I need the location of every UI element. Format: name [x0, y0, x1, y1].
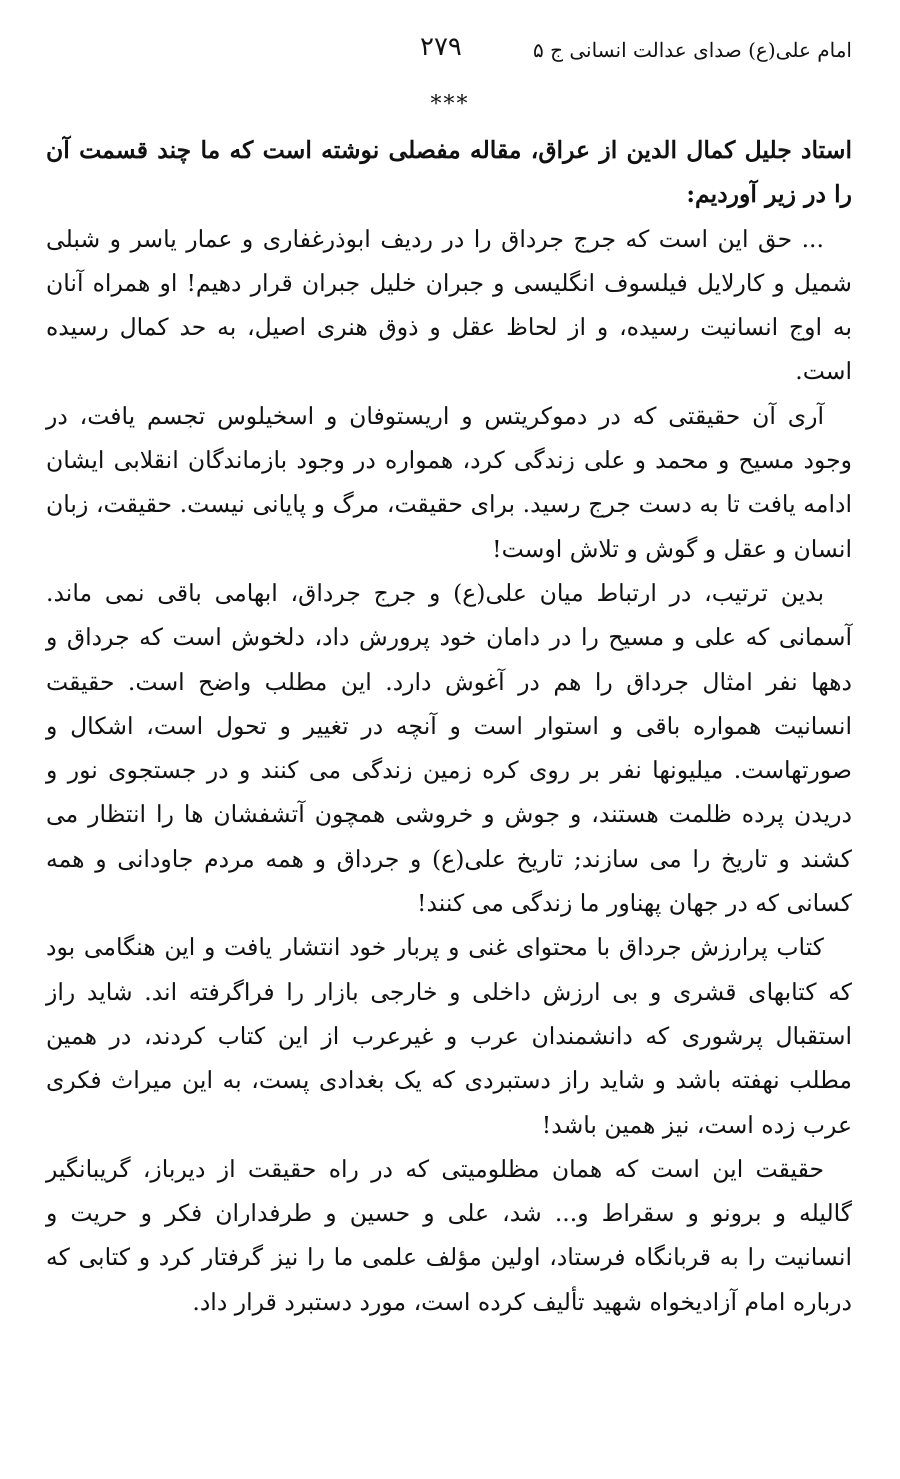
paragraph: ... حق این است که جرج جرداق را در ردیف ابوذرغفاری و عمار یاسر و شبلی شمیل و کارلایل فیلسوف انگلیسی و جبران خلیل جبران قرار دهیم! او همراه آنان به اوج انسانیت رسیده، و از لحاظ عقل و ذوق هنری اصیل، به حد کمال رسیده است. [46, 224, 852, 386]
body-text [46, 128, 852, 1324]
paragraph: بدین ترتیب، در ارتباط میان علی(ع) و جرج جرداق، ابهامی باقی نمی ماند. آسمانی که علی و مسیح را در دامان خود پرورش داد، دلخوش است که جرداق و دهها نفر امثال جرداق را هم در آغوش دارد. این مطلب واضح است. حقیقت انسانیت همواره باقی و استوار است و آنچه در تغییر و تحول است، اشکال و صورتهاست. میلیونها نفر بر روی کره زمین زندگی می کنند و در جستجوی نور و دریدن پرده ظلمت هستند، و جوش و خروشی همچون آتشفشان ها را انتظار می کشند و تاریخ را می سازند; تاریخ علی(ع) و جرداق و همه مردم جاودانی و همه کسانی که در جهان پهناور ما زندگی می کنند! [46, 578, 852, 918]
intro-paragraph: استاد جلیل کمال الدین از عراق، مقاله مفصلی نوشته است که ما چند قسمت آن را در زیر آوردیم: [46, 136, 852, 209]
paragraph: کتاب پرارزش جرداق با محتوای غنی و پربار خود انتشار یافت و این هنگامی بود که کتابهای قشری و بی ارزش داخلی و خارجی بازار را فراگرفته اند. شاید راز استقبال پرشوری که دانشمندان عرب و غیرعرب از این کتاب کردند، در همین مطلب نهفته باشد و شاید راز دستبردی که یک بغدادی پست، به این میراث فکری عرب زده است، نیز همین باشد! [46, 933, 852, 1139]
running-header-title: امام علی(ع) صدای عدالت انسانی ج ۵ [532, 38, 852, 62]
paragraph: آری آن حقیقتی که در دموکریتس و اریستوفان و اسخیلوس تجسم یافت، در وجود مسیح و محمد و علی زندگی کرد، همواره در وجود بازماندگان انقلابی ایشان ادامه یافت تا به دست جرج رسید. برای حقیقت، مرگ و پایانی نیست. حقیقت، زبان انسان و عقل و گوش و تلاش اوست! [46, 401, 852, 563]
paragraph: حقیقت این است که همان مظلومیتی که در راه حقیقت از دیرباز، گریبانگیر گالیله و برونو و سقراط و... شد، علی و حسین و طرفداران فکر و حریت و انسانیت را به قربانگاه فرستاد، اولین مؤلف علمی ما را نیز گرفتار کرد و کتابی که درباره امام آزادیخواه شهید تألیف کرده است، مورد دستبرد قرار داد. [46, 1154, 852, 1316]
section-separator: *** [430, 92, 470, 117]
page-number: ۲۷۹ [420, 32, 462, 62]
